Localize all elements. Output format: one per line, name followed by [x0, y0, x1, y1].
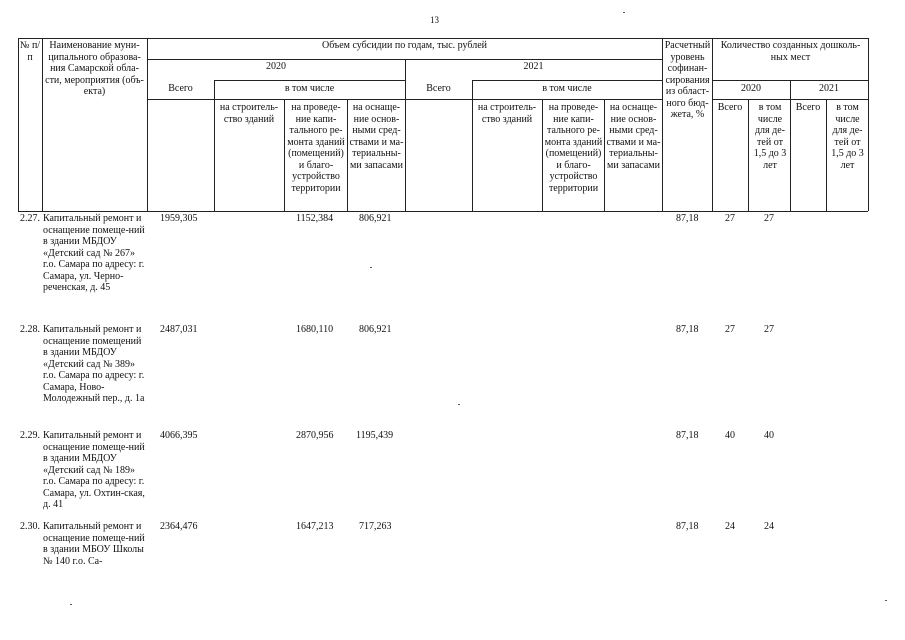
row-repair-2020: 1647,213 [296, 521, 334, 532]
row-num: 2.27. [20, 213, 40, 224]
header-2020-repair: на проведе-ние капи-тального ре-монта зданий (помещений) и благо-устройство территории [287, 102, 345, 194]
header-2021-repair: на проведе-ние капи-тального ре-монта зданий (помещений) и благо-устройство территории [544, 102, 603, 194]
row-repair-2020: 1680,110 [296, 324, 334, 335]
header-year-2020: 2020 [266, 61, 286, 72]
col-2021-total-sep [472, 80, 473, 211]
header-places-2021-incl: в том числе для де-тей от 1,5 до 3 лет [831, 102, 864, 171]
col-places-2020-sep [748, 99, 749, 211]
row-equip-2020: 806,921 [359, 213, 392, 224]
header-num: № п/п [19, 40, 41, 63]
row-rate: 87,18 [676, 430, 699, 441]
row-num: 2.28. [20, 324, 40, 335]
row-places-total-2020: 40 [725, 430, 735, 441]
row-total-2020: 2364,476 [160, 521, 198, 532]
header-places-2020-incl: в том числе для де-тей от 1,5 до 3 лет [753, 102, 787, 171]
row-places-incl-2020: 40 [764, 430, 774, 441]
scan-speck [370, 267, 372, 268]
header-2021-equip: на оснаще-ние основ-ными сред-ствами и ма-териальны-ми запасами [606, 102, 661, 171]
row-total-2020: 1959,305 [160, 213, 198, 224]
row-places-total-2020: 27 [725, 324, 735, 335]
row-name: Капитальный ремонт и оснащение помеще-ний в здании МБДОУ «Детский сад № 189» г.о. Самара по адресу: г. Самара, ул. Охтин-ская, д. 41 [43, 430, 145, 510]
col-right-edge [868, 38, 869, 211]
header-subsidy-title: Объем субсидии по годам, тыс. рублей [322, 40, 487, 51]
row-places-total-2020: 24 [725, 521, 735, 532]
col-rate-right [712, 38, 713, 211]
header-year-2021: 2021 [523, 61, 544, 72]
header-places-2020: 2020 [741, 83, 761, 94]
row-total-2020: 4066,395 [160, 430, 198, 441]
row-rate: 87,18 [676, 521, 699, 532]
row-repair-2020: 1152,384 [296, 213, 334, 224]
scan-speck [623, 12, 625, 13]
rule-top [18, 38, 868, 39]
row-places-incl-2020: 27 [764, 324, 774, 335]
row-rate: 87,18 [676, 213, 699, 224]
col-places-2021-sep [826, 99, 827, 211]
rule-incl-2020 [214, 80, 406, 81]
header-places-2020-total: Всего [717, 102, 743, 113]
header-places-title: Количество созданных дошколь-ных мест [720, 40, 861, 63]
scan-speck [70, 604, 72, 605]
header-rate: Расчетный уровень софинан-сирования из област-ного бюд-жета, % [664, 40, 711, 120]
row-equip-2020: 806,921 [359, 324, 392, 335]
row-repair-2020: 2870,956 [296, 430, 334, 441]
row-name: Капитальный ремонт и оснащение помеще-ний в здании МБОУ Школы № 140 г.о. Са- [43, 521, 145, 567]
row-equip-2020: 1195,439 [356, 430, 394, 441]
row-places-incl-2020: 24 [764, 521, 774, 532]
page-number: 13 [430, 15, 439, 25]
header-2021-total: Всего [426, 83, 451, 94]
header-2020-incl: в том числе [284, 83, 335, 94]
scan-speck [885, 600, 887, 601]
header-2020-build: на строитель-ство зданий [219, 102, 279, 125]
header-places-2021: 2021 [819, 83, 839, 94]
col-year-sep [405, 59, 406, 211]
row-num: 2.30. [20, 521, 40, 532]
header-places-2021-total: Всего [795, 102, 821, 113]
col-left-edge [18, 38, 19, 211]
rule-incl-2021 [472, 80, 662, 81]
row-num: 2.29. [20, 430, 40, 441]
header-name: Наименование муни-ципального образова-ния Самарской обла-сти, мероприятия (объ-екта) [45, 40, 144, 97]
row-name: Капитальный ремонт и оснащение помещений в здании МБДОУ «Детский сад № 389» г.о. Самара по адресу: г. Самара, Ново-Молодежный пер., д. 1а [43, 324, 145, 404]
header-2020-total: Всего [168, 83, 193, 94]
row-equip-2020: 717,263 [359, 521, 392, 532]
row-rate: 87,18 [676, 324, 699, 335]
header-2021-incl: в том числе [542, 83, 592, 94]
col-2020-total-sep [214, 80, 215, 211]
col-places-year-sep [790, 80, 791, 211]
row-places-total-2020: 27 [725, 213, 735, 224]
rule-header-bottom [18, 211, 868, 212]
row-name: Капитальный ремонт и оснащение помеще-ний в здании МБДОУ «Детский сад № 267» г.о. Самара по адресу: г. Самара, ул. Черно-реченская, д. 45 [43, 213, 145, 293]
scan-speck [458, 404, 460, 405]
header-2021-build: на строитель-ство зданий [477, 102, 537, 125]
col-num-sep [42, 38, 43, 211]
header-2020-equip: на оснаще-ние основ-ными сред-ствами и ма-териальны-ми запасами [349, 102, 404, 171]
row-places-incl-2020: 27 [764, 213, 774, 224]
row-total-2020: 2487,031 [160, 324, 198, 335]
